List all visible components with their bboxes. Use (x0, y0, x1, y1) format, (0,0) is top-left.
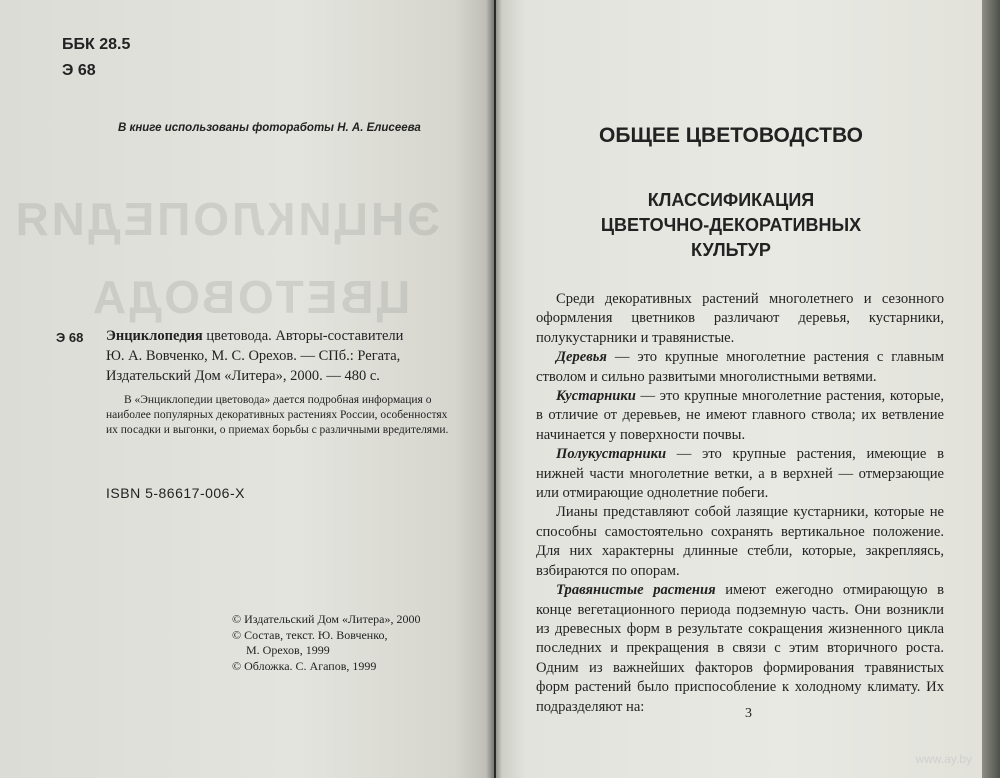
bib-line-2: Ю. А. Вовченко, М. С. Орехов. — СПб.: Регата, (106, 348, 401, 364)
bib-title: Энциклопедия (106, 328, 203, 344)
watermark: www.ay.by (915, 752, 972, 766)
photo-credit: В книге использованы фотоработы Н. А. Елисеева (118, 122, 421, 134)
book-gutter (486, 0, 502, 778)
section-heading-line: ЦВЕТОЧНО-ДЕКОРАТИВНЫХ (600, 215, 862, 235)
term-shrubs: Кустарники (556, 388, 636, 405)
paragraph-lianas: Лианы представляют собой лазящие кустарники, которые не способны самостоятельно сохранять вертикальное положение. Для них характерны длинные стебли, которые, закрепляясь, взбираются по опорам. (536, 504, 944, 579)
author-sign: Э 68 (62, 62, 96, 79)
show-through-title-2: ЦВЕТОВОДА (89, 271, 411, 323)
bbk-code: ББК 28.5 (62, 36, 131, 53)
section-heading (496, 188, 966, 263)
copyright-line: © Обложка. С. Агапов, 1999 (232, 658, 377, 673)
text-subshrubs: — это крупные растения, имеющие в нижней части многолетние ветки, а в верхней — отмерзающие или отмирающие однолетние побеги. (536, 446, 944, 502)
text-shrubs: — это крупные многолетние растения, которые, в отличие от деревьев, не имеют главного ствола; их ветвление начинается у поверхности почвы. (536, 388, 944, 443)
show-through-title-1: ЭНЦИКЛОПЕДИЯ (12, 193, 440, 245)
bib-line-1: цветовода. Авторы-составители (202, 328, 404, 344)
copyright-line: М. Орехов, 1999 (246, 643, 330, 657)
section-heading-line: КЛАССИФИКАЦИЯ (647, 190, 815, 210)
text-trees: — это крупные многолетние растения с главным стволом и сильно развитыми многолистными ветвями. (536, 349, 944, 385)
chapter-heading: ОБЩЕЕ ЦВЕТОВОДСТВО (599, 124, 863, 147)
paragraph-intro: Среди декоративных растений многолетнего и сезонного оформления цветников различают деревья, кустарники, полукустарники и травянистые. (536, 291, 944, 346)
copyright-line: © Издательский Дом «Литера», 2000 (232, 612, 421, 626)
bibliographic-record (106, 326, 456, 386)
annotation (106, 393, 456, 438)
page-number: 3 (745, 706, 752, 721)
section-heading-line: КУЛЬТУР (691, 240, 771, 260)
annotation-text: В «Энциклопедии цветовода» дается подробная информация о наиболее популярных декоративных растениях России, особенностях их посадки и выгонки, о приемах борьбы с различными вредителями. (106, 394, 449, 436)
bib-line-3: Издательский Дом «Литера», 2000. — 480 с. (106, 368, 380, 384)
paragraph-trees (536, 348, 944, 387)
text-herbs: имеют ежегодно отмирающую в конце вегетационного периода подземную часть. Они возникли из древесных форм в результате сокращения жизненного цикла последних и прекращения в связи с этим вторичного роста. Одним из важнейших факторов формирования травянистых форм растений было приспособление к холодному климату. Их подразделяют на: (536, 582, 944, 715)
paragraph-subshrubs (536, 445, 944, 503)
page-edge (982, 0, 1000, 778)
copyright-line: © Состав, текст. Ю. Вовченко, (232, 627, 388, 642)
bib-code: Э 68 (56, 330, 84, 345)
term-subshrubs: Полукустарники (556, 446, 667, 463)
term-herbs: Травянистые растения (556, 582, 716, 599)
paragraph-shrubs (536, 387, 944, 445)
body-text (536, 290, 944, 717)
copyright-block (232, 612, 420, 674)
isbn: ISBN 5-86617-006-X (106, 485, 245, 501)
term-trees: Деревья (556, 349, 607, 366)
paragraph-herbs (536, 581, 944, 717)
